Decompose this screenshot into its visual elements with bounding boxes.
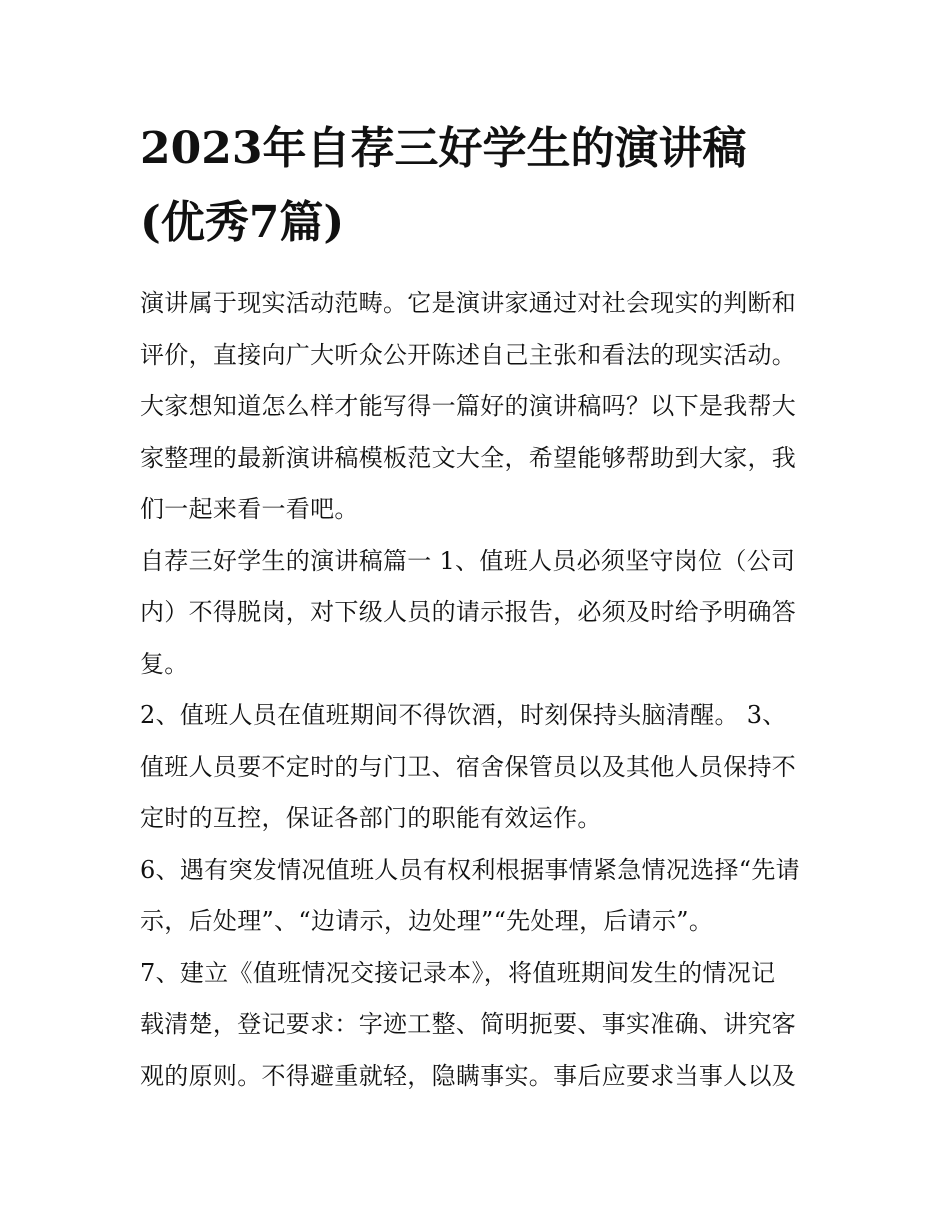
body-line: 示，后处理”、“边请示，边处理”“先处理，后请示”。 — [140, 907, 714, 935]
body-line: 们一起来看一看吧。 — [140, 495, 359, 523]
title-line: (优秀7篇) — [140, 197, 345, 248]
body-line: 观的原则。不得避重就轻，隐瞒事实。事后应要求当事人以及 — [140, 1061, 797, 1090]
body-line: 内）不得脱岗，对下级人员的请示报告，必须及时给予明确答 — [140, 598, 797, 626]
body-line: 2、值班人员在值班期间不得饮酒，时刻保持头脑清醒。 3、 — [140, 701, 787, 729]
body-line: 家整理的最新演讲稿模板范文大全，希望能够帮助到大家，我 — [140, 443, 797, 472]
body-line: 评价，直接向广大听众公开陈述自己主张和看法的现实活动。 — [140, 340, 797, 369]
title-line: 2023年自荐三好学生的演讲稿 — [140, 123, 747, 174]
document-title — [140, 112, 820, 260]
body-line: 复。 — [140, 649, 189, 678]
body-line: 定时的互控，保证各部门的职能有效运作。 — [140, 804, 602, 832]
body-line: 大家想知道怎么样才能写得一篇好的演讲稿吗？以下是我帮大 — [140, 392, 797, 420]
body-line: 值班人员要不定时的与门卫、宿舍保管员以及其他人员保持不 — [140, 752, 797, 781]
document-body — [140, 278, 820, 1102]
body-line: 演讲属于现实活动范畴。它是演讲家通过对社会现实的判断和 — [140, 289, 797, 317]
body-line: 6、遇有突发情况值班人员有权利根据事情紧急情况选择“先请 — [140, 855, 800, 884]
body-line: 自荐三好学生的演讲稿篇一 1、值班人员必须坚守岗位（公司 — [140, 546, 796, 575]
body-line: 载清楚，登记要求：字迹工整、简明扼要、事实准确、讲究客 — [140, 1010, 797, 1038]
body-line: 7、建立《值班情况交接记录本》，将值班期间发生的情况记 — [140, 958, 776, 987]
